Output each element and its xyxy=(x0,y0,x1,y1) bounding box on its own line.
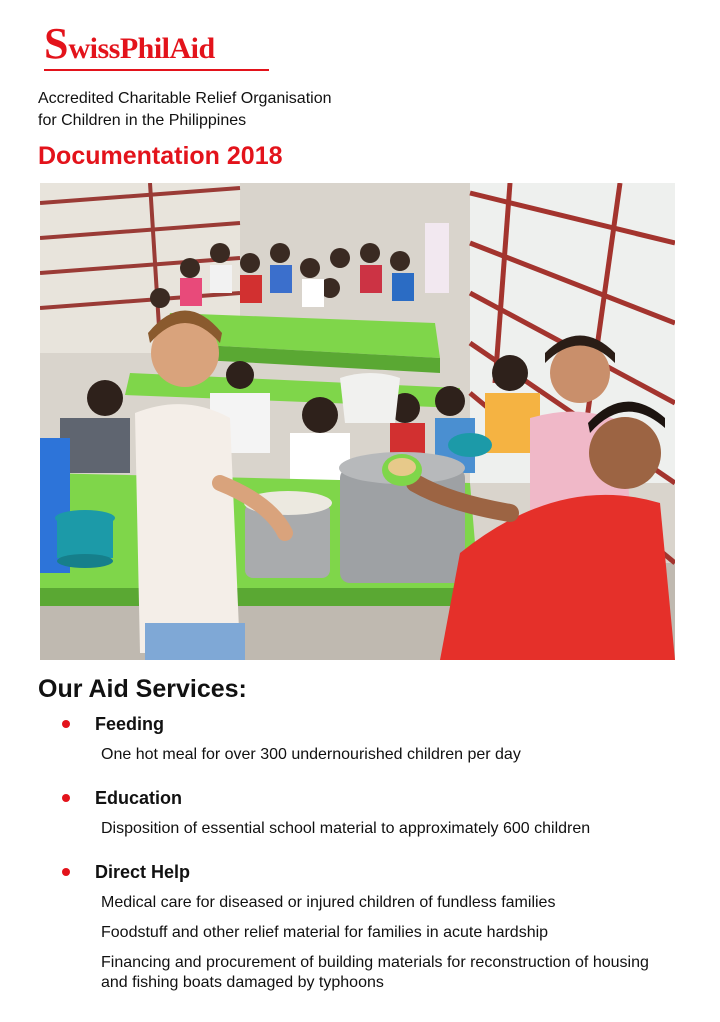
bullet-icon xyxy=(62,868,70,876)
tagline-line-2: for Children in the Philippines xyxy=(38,112,247,129)
service-heading: Education xyxy=(95,788,183,808)
feeding-program-photo xyxy=(40,183,675,660)
tagline xyxy=(38,88,331,132)
service-description: One hot meal for over 300 undernourished children per day xyxy=(101,746,521,763)
logo-wordmark xyxy=(44,19,215,68)
photo-illustration xyxy=(40,183,675,660)
service-description: Foodstuff and other relief material for families in acute hardship xyxy=(101,924,549,941)
service-heading: Feeding xyxy=(95,714,165,734)
logo-name: wissPhilAid xyxy=(68,32,215,65)
service-description: Medical care for diseased or injured children of fundless families xyxy=(101,894,556,911)
bullet-icon xyxy=(62,720,70,728)
logo-underline xyxy=(44,69,269,71)
logo-initial: S xyxy=(44,19,69,68)
services-title: Our Aid Services: xyxy=(38,675,247,703)
document-title: Documentation 2018 xyxy=(38,142,283,170)
service-description: Financing and procurement of building materials for reconstruction of housing and fishing boats damaged by typhoons xyxy=(101,954,649,991)
logo xyxy=(44,19,215,74)
service-description: Disposition of essential school material to approximately 600 children xyxy=(101,820,591,837)
service-heading: Direct Help xyxy=(95,862,191,882)
tagline-line-1: Accredited Charitable Relief Organisation xyxy=(38,90,332,107)
bullet-icon xyxy=(62,794,70,802)
